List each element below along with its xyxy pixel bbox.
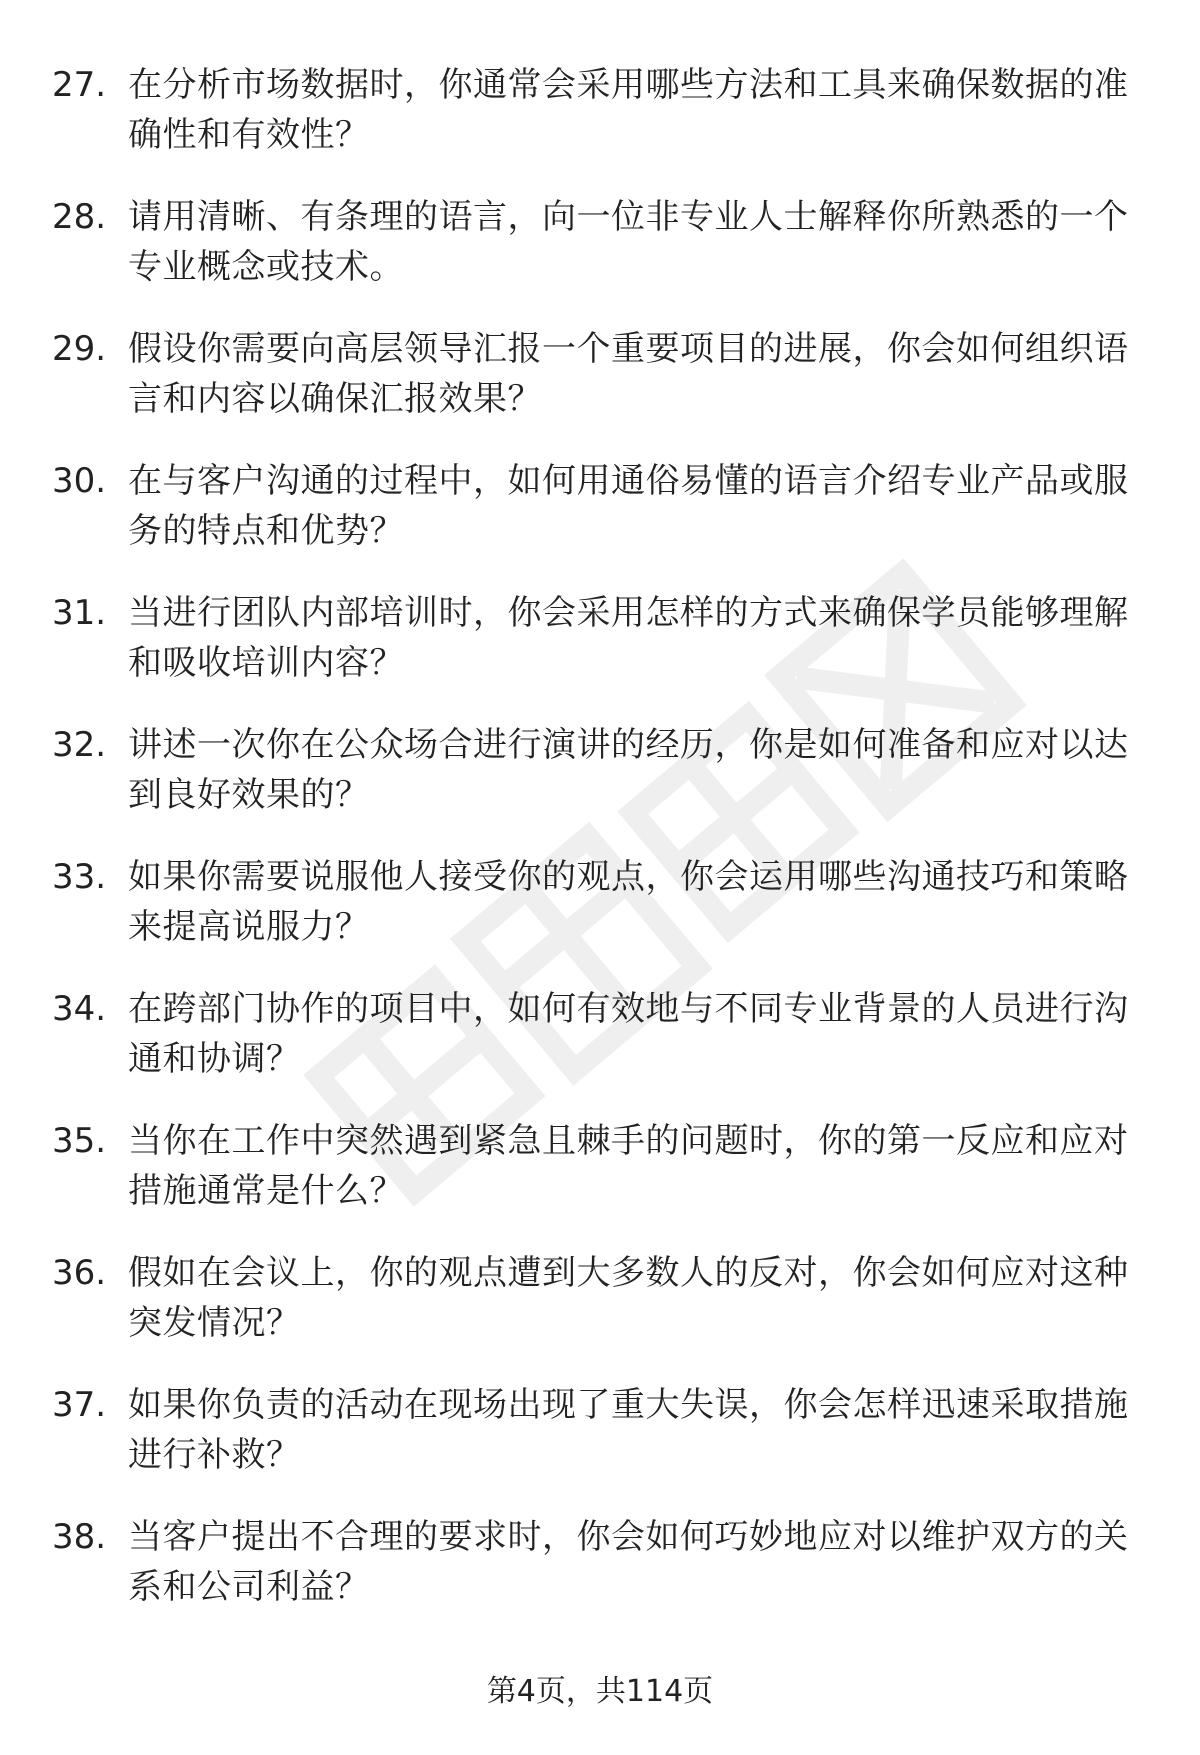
question-text: 如果你需要说服他人接受你的观点，你会运用哪些沟通技巧和策略来提高说服力？ — [128, 857, 1129, 947]
question-number: 37. — [52, 1385, 107, 1425]
question-list — [0, 60, 1200, 1644]
question-text: 讲述一次你在公众场合进行演讲的经历，你是如何准备和应对以达到良好效果的？ — [128, 725, 1129, 815]
question-text: 在跨部门协作的项目中，如何有效地与不同专业背景的人员进行沟通和协调？ — [128, 989, 1129, 1079]
question-item — [0, 1116, 1200, 1248]
question-number: 28. — [52, 197, 107, 237]
question-text: 当进行团队内部培训时，你会采用怎样的方式来确保学员能够理解和吸收培训内容？ — [128, 593, 1129, 683]
question-text: 在与客户沟通的过程中，如何用通俗易懂的语言介绍专业产品或服务的特点和优势？ — [128, 461, 1129, 551]
question-item — [0, 588, 1200, 720]
page-number-footer: 第4页，共114页 — [486, 1674, 714, 1709]
question-item — [0, 1248, 1200, 1380]
question-text: 假设你需要向高层领导汇报一个重要项目的进展，你会如何组织语言和内容以确保汇报效果？ — [128, 329, 1129, 419]
question-number: 33. — [52, 857, 107, 897]
question-item — [0, 456, 1200, 588]
question-text: 当客户提出不合理的要求时，你会如何巧妙地应对以维护双方的关系和公司利益？ — [128, 1517, 1129, 1607]
question-number: 30. — [52, 461, 107, 501]
question-text: 请用清晰、有条理的语言，向一位非专业人士解释你所熟悉的一个专业概念或技术。 — [128, 197, 1129, 287]
question-number: 27. — [52, 65, 107, 105]
question-number: 38. — [52, 1517, 107, 1557]
question-item — [0, 192, 1200, 324]
question-item — [0, 1512, 1200, 1644]
question-item — [0, 852, 1200, 984]
question-number: 36. — [52, 1253, 107, 1293]
question-item — [0, 60, 1200, 192]
question-item — [0, 1380, 1200, 1512]
question-text: 假如在会议上，你的观点遭到大多数人的反对，你会如何应对这种突发情况？ — [128, 1253, 1129, 1343]
question-item — [0, 324, 1200, 456]
question-text: 当你在工作中突然遇到紧急且棘手的问题时，你的第一反应和应对措施通常是什么？ — [128, 1121, 1129, 1211]
question-number: 29. — [52, 329, 107, 369]
question-number: 35. — [52, 1121, 107, 1161]
question-item — [0, 984, 1200, 1116]
question-number: 34. — [52, 989, 107, 1029]
question-item — [0, 720, 1200, 852]
question-text: 如果你负责的活动在现场出现了重大失误，你会怎样迅速采取措施进行补救？ — [128, 1385, 1129, 1475]
question-number: 32. — [52, 725, 107, 765]
question-text: 在分析市场数据时，你通常会采用哪些方法和工具来确保数据的准确性和有效性？ — [128, 65, 1129, 155]
question-number: 31. — [52, 593, 107, 633]
